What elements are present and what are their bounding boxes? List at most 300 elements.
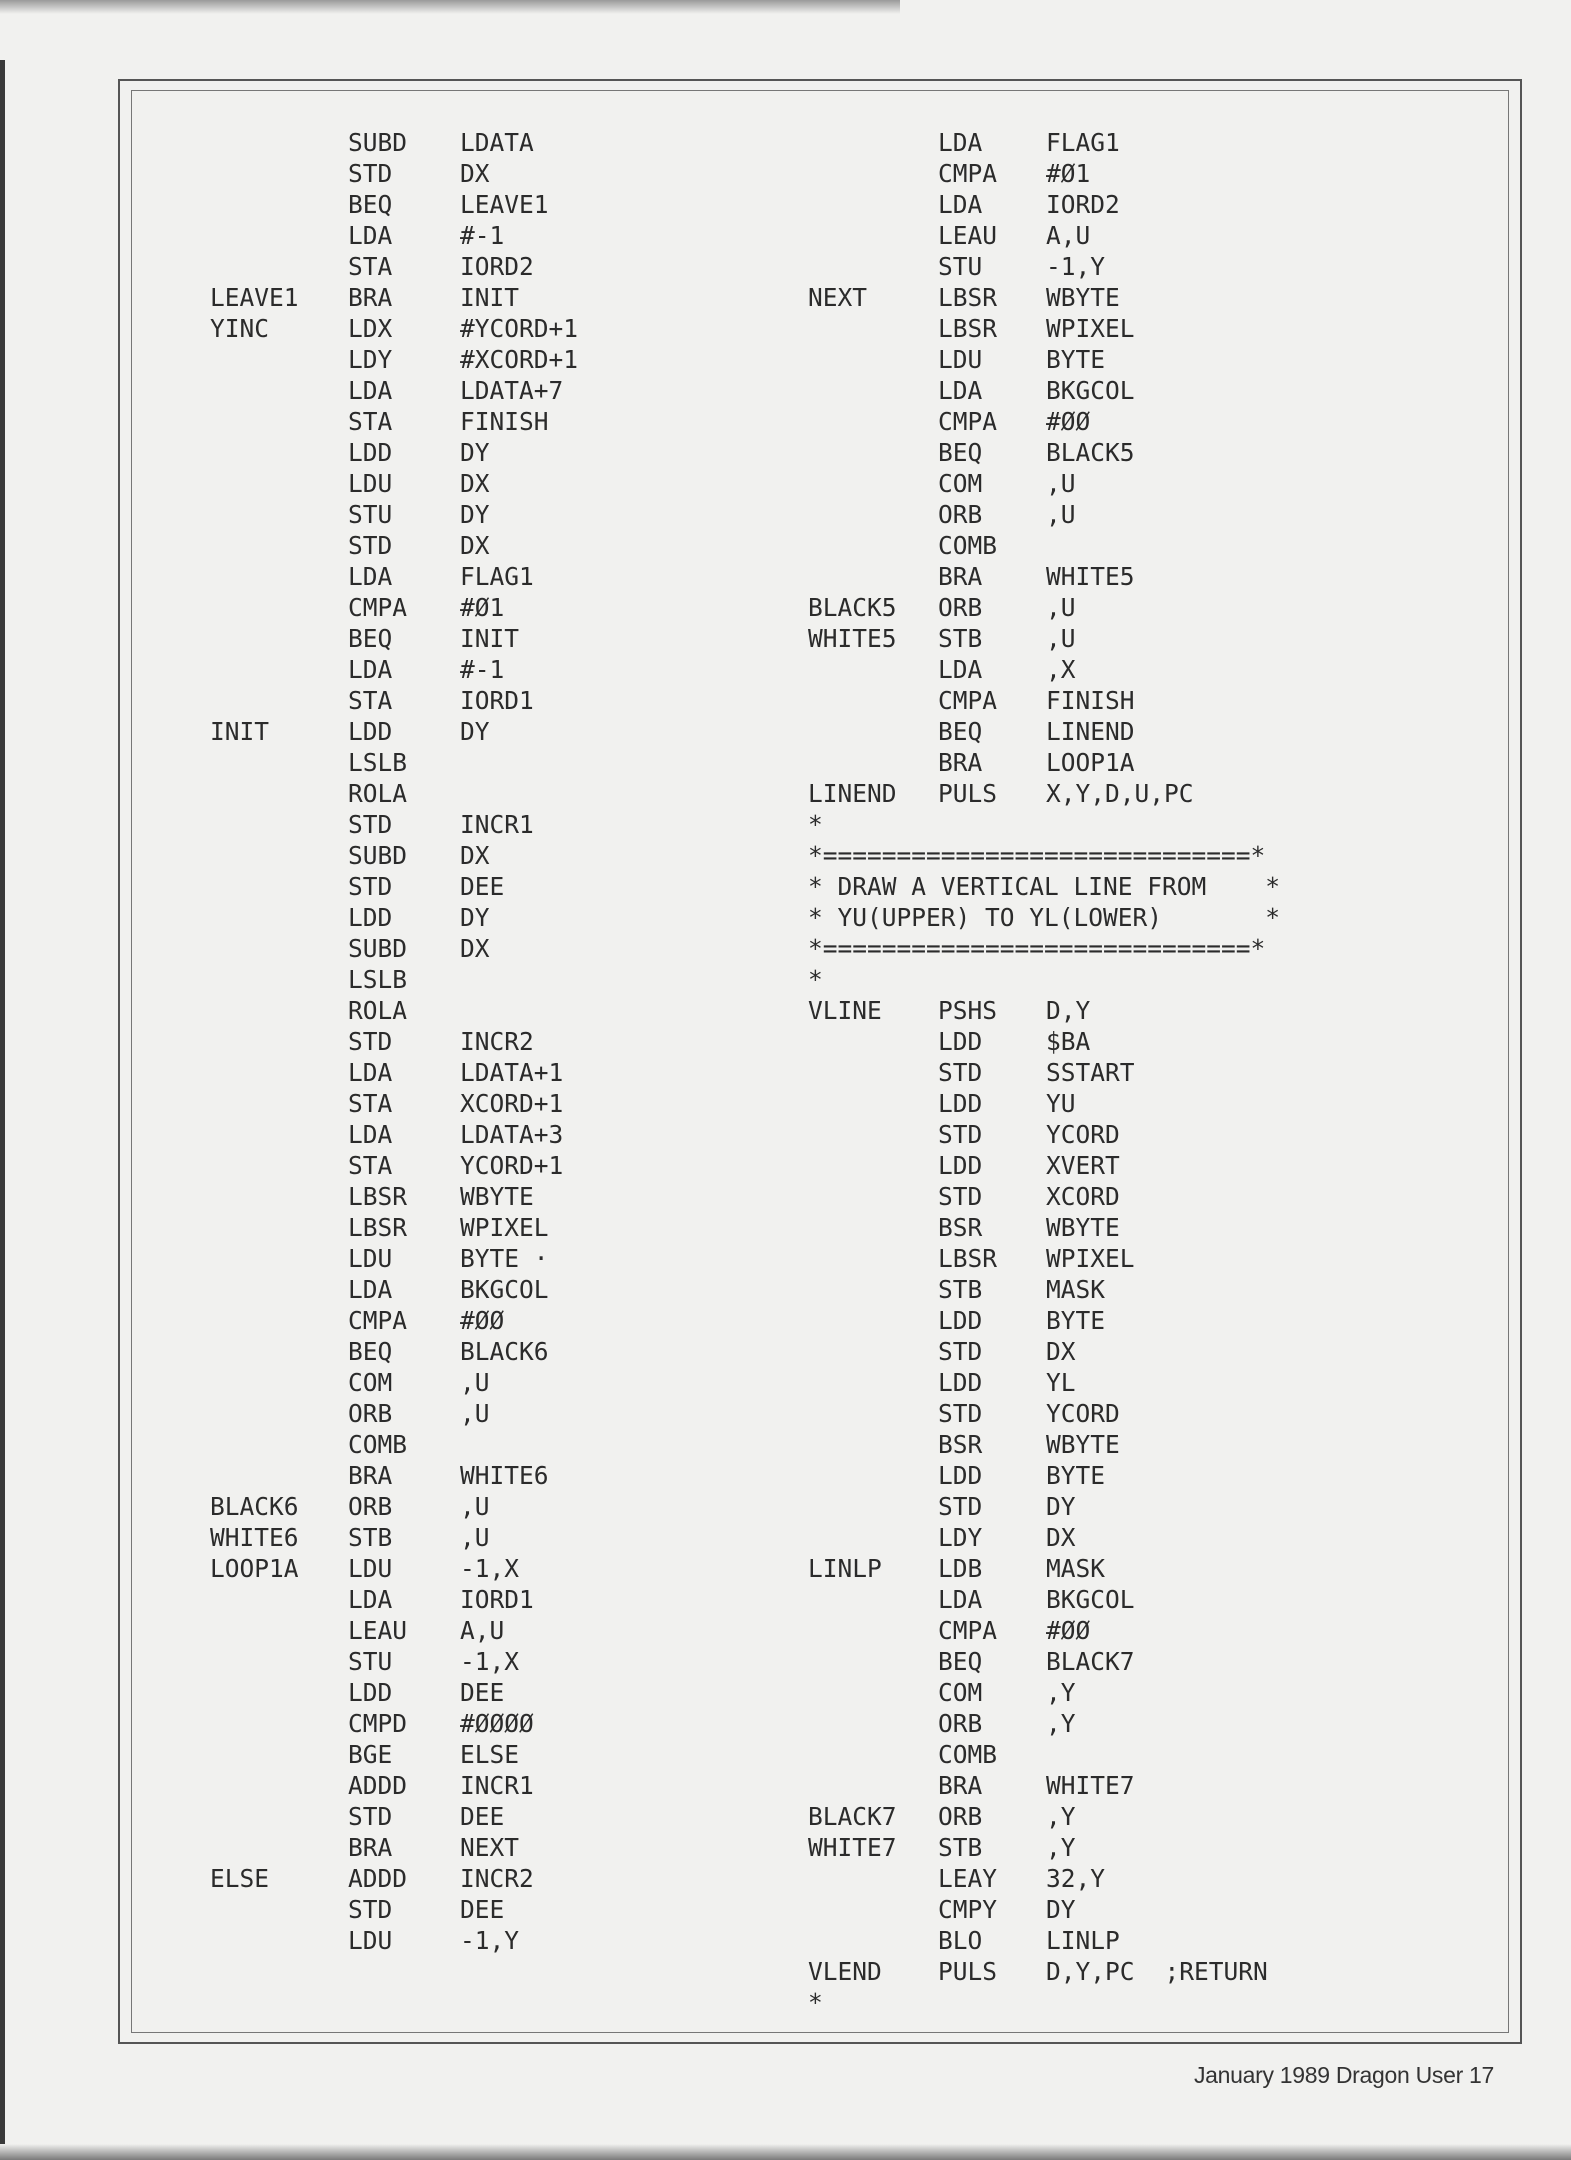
code-opcode: STD <box>348 872 393 901</box>
code-line <box>808 716 1280 747</box>
code-opcode: BLO <box>938 1926 983 1955</box>
code-operand: 32,Y <box>1046 1864 1106 1893</box>
code-line <box>210 716 578 747</box>
code-opcode: LDD <box>938 1368 983 1397</box>
code-opcode: LDA <box>348 1585 393 1614</box>
code-opcode: STA <box>348 686 393 715</box>
code-operand: XCORD <box>1046 1182 1120 1211</box>
code-opcode: LDD <box>938 1461 983 1490</box>
code-operand: WBYTE <box>1046 283 1120 312</box>
code-opcode: LDB <box>938 1554 983 1583</box>
code-opcode: STA <box>348 1089 393 1118</box>
code-line <box>808 220 1280 251</box>
code-operand: #ØØØØ <box>460 1709 534 1738</box>
code-line <box>210 344 578 375</box>
code-line <box>210 561 578 592</box>
code-opcode: LEAU <box>348 1616 408 1645</box>
code-operand: ,U <box>1046 593 1076 622</box>
code-opcode: LEAY <box>938 1864 998 1893</box>
code-operand: DX <box>460 469 490 498</box>
code-opcode: LDY <box>348 345 393 374</box>
code-operand: INCR1 <box>460 810 534 839</box>
code-line <box>808 1832 1280 1863</box>
code-opcode: CMPA <box>938 1616 998 1645</box>
code-operand: LINEND <box>1046 717 1135 746</box>
code-line <box>210 1522 578 1553</box>
code-line <box>210 406 578 437</box>
code-label: LOOP1A <box>210 1554 299 1583</box>
code-line <box>808 561 1280 592</box>
code-opcode: LBSR <box>348 1182 408 1211</box>
code-opcode: LDU <box>348 1244 393 1273</box>
code-opcode: ORB <box>938 593 983 622</box>
code-line <box>808 1739 1280 1770</box>
code-opcode: LDD <box>938 1027 983 1056</box>
code-operand: DY <box>460 717 490 746</box>
code-operand: IORD2 <box>460 252 534 281</box>
code-opcode: COM <box>348 1368 393 1397</box>
code-operand: D,Y,PC <box>1046 1957 1135 1986</box>
code-line <box>808 499 1280 530</box>
code-opcode: LDA <box>348 655 393 684</box>
code-opcode: LDA <box>938 128 983 157</box>
code-operand: #-1 <box>460 221 505 250</box>
code-opcode: STB <box>938 1275 983 1304</box>
code-operand: ,Y <box>1046 1709 1076 1738</box>
code-line <box>210 1863 578 1894</box>
code-line <box>808 251 1280 282</box>
code-opcode: BEQ <box>938 438 983 467</box>
code-opcode: LDA <box>348 1058 393 1087</box>
code-operand: A,U <box>1046 221 1091 250</box>
code-line <box>808 933 1280 964</box>
code-operand: BYTE <box>1046 345 1106 374</box>
code-line <box>808 1181 1280 1212</box>
code-line <box>210 1119 578 1150</box>
code-operand: DY <box>460 903 490 932</box>
code-opcode: STD <box>938 1182 983 1211</box>
code-line <box>808 189 1280 220</box>
code-line <box>210 654 578 685</box>
code-opcode: BRA <box>938 562 983 591</box>
code-line <box>210 158 578 189</box>
code-opcode: LDX <box>348 314 393 343</box>
code-opcode: ORB <box>938 1709 983 1738</box>
code-line <box>808 127 1280 158</box>
code-opcode: STA <box>348 252 393 281</box>
code-label: BLACK5 <box>808 593 897 622</box>
scan-top-shadow <box>0 0 900 14</box>
code-operand: YCORD <box>1046 1120 1120 1149</box>
code-opcode: SUBD <box>348 934 408 963</box>
code-opcode: COMB <box>938 531 998 560</box>
code-opcode: STA <box>348 1151 393 1180</box>
code-operand: YL <box>1046 1368 1076 1397</box>
code-line <box>210 1088 578 1119</box>
code-operand: INIT <box>460 283 520 312</box>
code-operand: #-1 <box>460 655 505 684</box>
code-line <box>210 282 578 313</box>
code-operand: X,Y,D,U,PC <box>1046 779 1194 808</box>
code-operand: LOOP1A <box>1046 748 1135 777</box>
code-line <box>210 1181 578 1212</box>
code-opcode: STD <box>348 1895 393 1924</box>
code-opcode: ORB <box>938 1802 983 1831</box>
code-line <box>808 1584 1280 1615</box>
code-line <box>808 778 1280 809</box>
code-opcode: BSR <box>938 1213 983 1242</box>
code-line <box>210 220 578 251</box>
code-line <box>808 375 1280 406</box>
code-opcode: STD <box>938 1399 983 1428</box>
code-line <box>808 1057 1280 1088</box>
code-opcode: ROLA <box>348 996 408 1025</box>
code-operand: -1,X <box>460 1647 520 1676</box>
code-operand: D,Y <box>1046 996 1091 1025</box>
code-line <box>808 1243 1280 1274</box>
code-operand: BKGCOL <box>1046 376 1135 405</box>
code-label: BLACK6 <box>210 1492 299 1521</box>
code-opcode: LDD <box>938 1089 983 1118</box>
code-label: VLEND <box>808 1957 882 1986</box>
code-operand: DY <box>460 500 490 529</box>
code-opcode: CMPA <box>348 593 408 622</box>
code-operand: WBYTE <box>1046 1430 1120 1459</box>
code-opcode: BEQ <box>348 190 393 219</box>
code-line <box>210 1336 578 1367</box>
code-operand: #XCORD+1 <box>460 345 579 374</box>
code-line <box>808 1150 1280 1181</box>
code-line <box>808 1305 1280 1336</box>
left-code-column <box>210 127 578 1956</box>
code-operand: FINISH <box>460 407 549 436</box>
code-operand: WHITE6 <box>460 1461 549 1490</box>
code-line <box>808 158 1280 189</box>
code-opcode: COM <box>938 469 983 498</box>
code-operand: XVERT <box>1046 1151 1120 1180</box>
code-operand: INCR2 <box>460 1864 534 1893</box>
comment-text: * YU(UPPER) TO YL(LOWER) * <box>808 903 1281 932</box>
code-line <box>210 685 578 716</box>
code-line <box>808 1119 1280 1150</box>
code-line <box>210 902 578 933</box>
code-operand: BYTE · <box>460 1244 549 1273</box>
code-line <box>808 1088 1280 1119</box>
code-opcode: LDA <box>938 190 983 219</box>
code-operand: NEXT <box>460 1833 520 1862</box>
code-line <box>210 1677 578 1708</box>
code-opcode: COM <box>938 1678 983 1707</box>
code-line <box>808 747 1280 778</box>
code-line <box>210 1646 578 1677</box>
code-label: NEXT <box>808 283 868 312</box>
code-opcode: LBSR <box>348 1213 408 1242</box>
code-operand: YCORD+1 <box>460 1151 564 1180</box>
code-operand: SSTART <box>1046 1058 1135 1087</box>
code-opcode: BRA <box>938 1771 983 1800</box>
code-opcode: LBSR <box>938 283 998 312</box>
code-opcode: ORB <box>348 1492 393 1521</box>
code-line <box>808 344 1280 375</box>
code-line <box>210 189 578 220</box>
code-opcode: LDA <box>348 1275 393 1304</box>
code-line <box>808 1925 1280 1956</box>
code-opcode: CMPA <box>348 1306 408 1335</box>
code-opcode: BGE <box>348 1740 393 1769</box>
code-line <box>210 871 578 902</box>
code-operand: #Ø1 <box>460 593 505 622</box>
code-comment: ;RETURN <box>1164 1957 1268 1986</box>
code-label: LEAVE1 <box>210 283 299 312</box>
code-opcode: STD <box>348 1802 393 1831</box>
code-line <box>210 1553 578 1584</box>
code-line <box>808 1987 1280 2018</box>
code-label: LINEND <box>808 779 897 808</box>
code-opcode: LDA <box>348 376 393 405</box>
code-line <box>210 1491 578 1522</box>
comment-text: *=============================* <box>808 841 1266 870</box>
code-operand: FINISH <box>1046 686 1135 715</box>
code-operand: INIT <box>460 624 520 653</box>
code-operand: ,U <box>460 1368 490 1397</box>
code-operand: IORD2 <box>1046 190 1120 219</box>
code-operand: WHITE7 <box>1046 1771 1135 1800</box>
code-opcode: STD <box>348 531 393 560</box>
code-operand: DEE <box>460 1802 505 1831</box>
comment-text: * <box>808 1988 823 2017</box>
code-label: WHITE7 <box>808 1833 897 1862</box>
code-operand: DEE <box>460 1895 505 1924</box>
code-line <box>808 654 1280 685</box>
comment-text: * <box>808 810 823 839</box>
code-opcode: LDA <box>938 1585 983 1614</box>
code-opcode: LDA <box>348 221 393 250</box>
code-line <box>808 530 1280 561</box>
code-operand: -1,Y <box>1046 252 1106 281</box>
code-opcode: LBSR <box>938 314 998 343</box>
code-line <box>808 1770 1280 1801</box>
code-line <box>210 499 578 530</box>
code-line <box>210 530 578 561</box>
code-operand: DX <box>1046 1523 1076 1552</box>
code-line <box>210 437 578 468</box>
code-opcode: LDD <box>938 1306 983 1335</box>
code-opcode: STA <box>348 407 393 436</box>
code-line <box>808 1553 1280 1584</box>
comment-text: *=============================* <box>808 934 1266 963</box>
code-operand: BYTE <box>1046 1306 1106 1335</box>
code-line <box>210 1274 578 1305</box>
code-line <box>808 1429 1280 1460</box>
code-opcode: PULS <box>938 1957 998 1986</box>
code-opcode: LDY <box>938 1523 983 1552</box>
code-line <box>808 1522 1280 1553</box>
code-line <box>210 1212 578 1243</box>
code-opcode: STD <box>348 810 393 839</box>
code-operand: BKGCOL <box>1046 1585 1135 1614</box>
code-operand: LDATA <box>460 128 534 157</box>
code-line <box>808 995 1280 1026</box>
code-opcode: STD <box>348 159 393 188</box>
code-opcode: STD <box>938 1492 983 1521</box>
code-operand: DEE <box>460 1678 505 1707</box>
code-operand: WPIXEL <box>1046 314 1135 343</box>
code-line <box>210 1925 578 1956</box>
code-operand: ,U <box>460 1492 490 1521</box>
code-opcode: STB <box>348 1523 393 1552</box>
code-line <box>808 902 1280 933</box>
code-opcode: BRA <box>348 1461 393 1490</box>
code-operand: $BA <box>1046 1027 1091 1056</box>
code-opcode: CMPA <box>938 407 998 436</box>
code-line <box>210 1801 578 1832</box>
code-opcode: CMPY <box>938 1895 998 1924</box>
code-opcode: LBSR <box>938 1244 998 1273</box>
code-operand: WBYTE <box>460 1182 534 1211</box>
code-opcode: ROLA <box>348 779 408 808</box>
code-line <box>808 1367 1280 1398</box>
code-opcode: BRA <box>348 283 393 312</box>
code-line <box>808 1274 1280 1305</box>
code-opcode: LDD <box>348 717 393 746</box>
code-opcode: PSHS <box>938 996 998 1025</box>
code-line <box>210 1398 578 1429</box>
code-line <box>210 840 578 871</box>
code-operand: DX <box>460 531 490 560</box>
code-label: WHITE5 <box>808 624 897 653</box>
code-opcode: LDA <box>938 376 983 405</box>
code-opcode: LDU <box>348 1926 393 1955</box>
code-opcode: COMB <box>938 1740 998 1769</box>
code-opcode: LDU <box>348 1554 393 1583</box>
code-operand: LINLP <box>1046 1926 1120 1955</box>
code-opcode: PULS <box>938 779 998 808</box>
code-operand: -1,Y <box>460 1926 520 1955</box>
code-operand: FLAG1 <box>1046 128 1120 157</box>
code-label: VLINE <box>808 996 882 1025</box>
code-operand: ,U <box>1046 500 1076 529</box>
code-opcode: ORB <box>348 1399 393 1428</box>
right-code-column <box>808 127 1280 2018</box>
code-opcode: ADDD <box>348 1771 408 1800</box>
code-opcode: STU <box>348 1647 393 1676</box>
code-opcode: BEQ <box>348 1337 393 1366</box>
code-opcode: STD <box>938 1120 983 1149</box>
code-operand: ,U <box>1046 624 1076 653</box>
code-operand: DX <box>460 934 490 963</box>
code-operand: #ØØ <box>460 1306 505 1335</box>
code-line <box>210 468 578 499</box>
code-line <box>210 1832 578 1863</box>
code-opcode: CMPA <box>938 159 998 188</box>
code-opcode: LDU <box>348 469 393 498</box>
code-line <box>808 468 1280 499</box>
code-line <box>210 1770 578 1801</box>
code-operand: ,U <box>1046 469 1076 498</box>
code-line <box>210 313 578 344</box>
code-line <box>808 313 1280 344</box>
code-line <box>210 778 578 809</box>
code-line <box>210 964 578 995</box>
code-line <box>808 685 1280 716</box>
code-opcode: BEQ <box>348 624 393 653</box>
code-operand: DY <box>1046 1492 1076 1521</box>
code-line <box>210 1615 578 1646</box>
code-operand: ,Y <box>1046 1802 1076 1831</box>
code-line <box>808 1708 1280 1739</box>
code-line <box>210 1894 578 1925</box>
code-line <box>210 809 578 840</box>
code-line <box>210 1429 578 1460</box>
code-opcode: LDD <box>938 1151 983 1180</box>
code-operand: BLACK5 <box>1046 438 1135 467</box>
code-operand: DY <box>1046 1895 1076 1924</box>
code-line <box>808 592 1280 623</box>
code-opcode: BSR <box>938 1430 983 1459</box>
code-line <box>808 871 1280 902</box>
code-line <box>210 127 578 158</box>
code-opcode: LSLB <box>348 748 408 777</box>
code-line <box>808 809 1280 840</box>
code-line <box>808 964 1280 995</box>
code-operand: IORD1 <box>460 1585 534 1614</box>
code-opcode: SUBD <box>348 128 408 157</box>
code-line <box>808 1677 1280 1708</box>
code-operand: INCR1 <box>460 1771 534 1800</box>
code-operand: XCORD+1 <box>460 1089 564 1118</box>
code-line <box>210 1739 578 1770</box>
code-opcode: COMB <box>348 1430 408 1459</box>
code-operand: DX <box>1046 1337 1076 1366</box>
code-opcode: LDA <box>348 562 393 591</box>
code-opcode: ORB <box>938 500 983 529</box>
code-operand: ,X <box>1046 655 1076 684</box>
code-opcode: LDA <box>938 655 983 684</box>
code-operand: ELSE <box>460 1740 520 1769</box>
code-operand: -1,X <box>460 1554 520 1583</box>
code-line <box>210 1305 578 1336</box>
code-line <box>808 1863 1280 1894</box>
code-operand: INCR2 <box>460 1027 534 1056</box>
page-footer: January 1989 Dragon User 17 <box>1193 2062 1494 2088</box>
code-operand: ,U <box>460 1523 490 1552</box>
code-line <box>808 1212 1280 1243</box>
code-opcode: STU <box>348 500 393 529</box>
code-line <box>808 1460 1280 1491</box>
code-operand: WBYTE <box>1046 1213 1120 1242</box>
code-line <box>210 1584 578 1615</box>
code-operand: DX <box>460 159 490 188</box>
code-line <box>210 375 578 406</box>
comment-text: * <box>808 965 823 994</box>
code-operand: WHITE5 <box>1046 562 1135 591</box>
code-operand: ,Y <box>1046 1833 1076 1862</box>
code-operand: FLAG1 <box>460 562 534 591</box>
code-operand: ,U <box>460 1399 490 1428</box>
code-operand: BYTE <box>1046 1461 1106 1490</box>
code-operand: LDATA+7 <box>460 376 564 405</box>
code-label: BLACK7 <box>808 1802 897 1831</box>
code-opcode: LDA <box>348 1120 393 1149</box>
code-opcode: CMPA <box>938 686 998 715</box>
code-operand: LEAVE1 <box>460 190 549 219</box>
code-operand: ,Y <box>1046 1678 1076 1707</box>
code-opcode: LSLB <box>348 965 408 994</box>
code-operand: BKGCOL <box>460 1275 549 1304</box>
code-operand: IORD1 <box>460 686 534 715</box>
code-opcode: STD <box>938 1337 983 1366</box>
code-operand: #YCORD+1 <box>460 314 579 343</box>
